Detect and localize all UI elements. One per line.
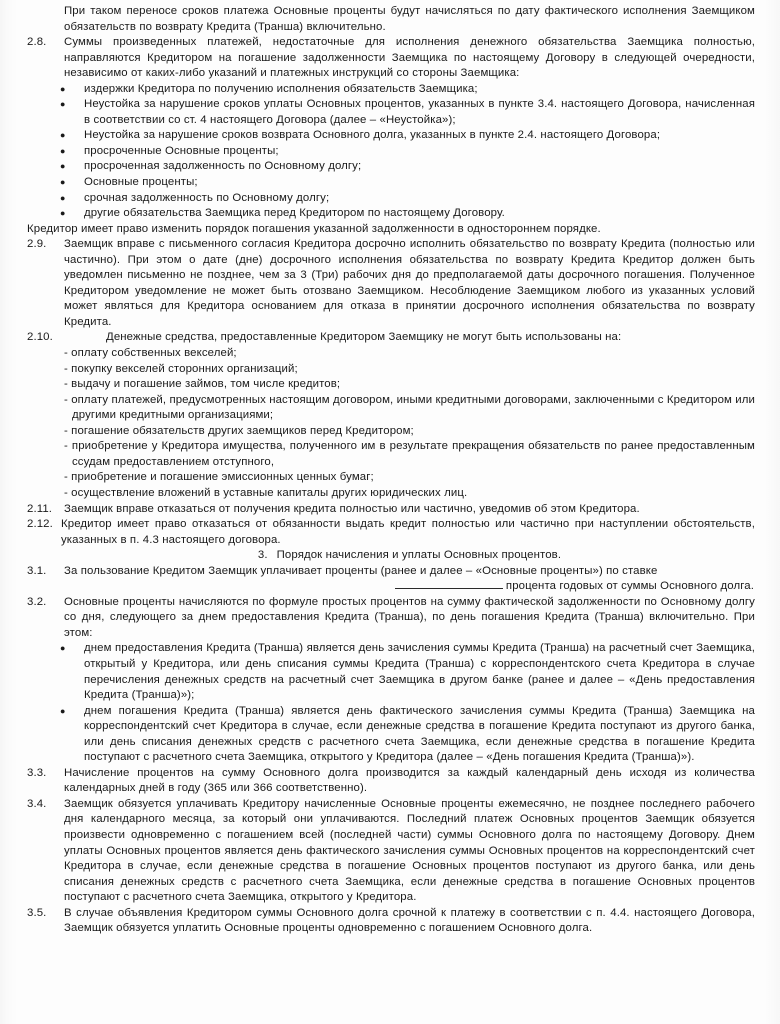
clause-number: 3.5. <box>27 906 47 919</box>
list-item: - оплату платежей, предусмотренных настоящим договором, иными кредитными договорами, заключенными с Кредитором или другими кредитными организациями; <box>64 393 755 422</box>
clause-text: Заемщик обязуется уплачивать Кредитору начисленные Основные проценты ежемесячно, не позднее последнего рабочего дня календарного месяца, за который они уплачиваются. Последний платеж Основных процентов Заемщик обязуется произвести одновременно с погашением всей (последней части) суммы Основного долга по настоящему Договору. Днем уплаты Основных процентов является день фактического зачисления суммы Основных процентов на корреспондентский счет Кредитора в случае, если денежные средства в погашение Основных процентов поступают из другого банка, или день списания денежных средств с расчетного счета Заемщика, если денежные средства в погашение Основных процентов поступают с расчетного счета Заемщика, открытого у Кредитора. <box>64 797 755 904</box>
clause-number: 3.3. <box>27 766 47 779</box>
clause-2-8 <box>25 35 755 82</box>
clause-text: Основные проценты начисляются по формуле простых процентов на сумму фактической задолженности по Основному долгу со дня, следующего за днем предоставления Кредита (Транша), по день погашения Кредита (Транша) включительно. При этом: <box>64 595 755 639</box>
list-item-text: Основные проценты; <box>84 176 198 189</box>
list-item-text: днем предоставления Кредита (Транша) является день зачисления суммы Кредита (Транша) на расчетный счет Заемщика, открытый у Кредитора, или день списания суммы Кредита (Транша) с корреспондентского счета Кредитора в случае перечисления денежных средств на расчетный счет Заемщика в другом банке (ранее и далее – «День предоставления Кредита (Транша)»); <box>84 642 755 702</box>
list-item <box>60 144 755 160</box>
interest-rate-blank-suffix: процента годовых от суммы Основного долга. <box>505 580 754 593</box>
clause-number: 2.9. <box>27 238 47 251</box>
intro-paragraph: При таком переносе сроков платежа Основные проценты будут начисляться по дату фактического исполнения Заемщиком обязательств по возврату Кредита (Транша) включительно. <box>64 5 755 33</box>
bullet-icon: ● <box>60 192 66 203</box>
bullet-icon: ● <box>60 208 66 219</box>
bullet-icon: ● <box>60 83 66 94</box>
clause-number: 3.1. <box>27 564 47 577</box>
clause-text: Начисление процентов на сумму Основного долга производится за каждый календарный день исходя из количества календарных дней в году (365 или 366 соответственно). <box>64 766 755 795</box>
bullet-icon: ● <box>60 643 66 654</box>
list-item <box>60 159 755 175</box>
clause-text-wrap <box>64 330 755 346</box>
clause-3-2 <box>25 595 755 642</box>
payment-priority-list <box>25 82 755 222</box>
list-item <box>60 191 755 207</box>
clause-3-3 <box>25 766 755 797</box>
bullet-icon: ● <box>60 99 66 110</box>
interest-rate-blank-field[interactable] <box>395 579 503 589</box>
list-item-text: Неустойка за нарушение сроков возврата Основного долга, указанных в пункте 2.4. настоящего Договора; <box>84 129 661 142</box>
list-item <box>60 128 755 144</box>
list-item-text: издержки Кредитора по получению исполнения обязательств Заемщика; <box>84 82 478 95</box>
clause-number: 2.10. <box>27 331 53 344</box>
list-item-text: просроченные Основные проценты; <box>84 144 279 157</box>
list-item: - выдачу и погашение займов, том числе кредитов; <box>64 378 341 391</box>
list-item-text: другие обязательства Заемщика перед Кредитором по настоящему Договору. <box>84 207 505 220</box>
list-item: - покупку векселей сторонних организаций; <box>64 362 298 375</box>
list-item: - приобретение и погашение эмиссионных ценных бумаг; <box>64 471 374 484</box>
list-item: - осуществление вложений в уставные капиталы других юридических лиц. <box>64 486 468 499</box>
clause-3-5 <box>25 906 755 937</box>
document-body <box>25 4 755 937</box>
clause-text: В случае объявления Кредитором суммы Основного долга срочной к платежу в соответствии с п. 4.4. настоящего Договора, Заемщик обязуется уплатить Основные проценты одновременно с погашением Основного долга. <box>64 906 755 935</box>
bullet-icon: ● <box>60 705 66 716</box>
list-item <box>60 175 755 191</box>
list-item-text: просроченная задолженность по Основному долгу; <box>84 160 362 173</box>
list-item: - погашение обязательств других заемщиков перед Кредитором; <box>64 424 414 437</box>
clause-number: 3.2. <box>27 595 47 608</box>
list-item <box>60 82 755 98</box>
clause-2-10 <box>25 330 755 346</box>
clause-3-1 <box>25 564 755 580</box>
clause-3-4 <box>25 797 755 906</box>
list-item-text: срочная задолженность по Основному долгу; <box>84 191 330 204</box>
list-item-text: днем погашения Кредита (Транша) является день фактического зачисления суммы Кредита (Транша) Заемщика на корреспондентский счет Кредитора в случае, если денежные средства в погашение Кредита поступают из другого банка, или день списания денежных средств с расчетного счета Заемщика, если денежные средства в погашение Кредита поступают с расчетного счета Заемщика, открытого у Кредитора (далее – «День погашения Кредита (Транша)»). <box>84 704 755 764</box>
section-heading <box>64 548 755 564</box>
list-item <box>60 641 755 703</box>
clause-number: 3.4. <box>27 797 47 810</box>
clause-text: Заемщик вправе отказаться от получения кредита полностью или частично, уведомив об этом Кредитора. <box>64 502 640 515</box>
section-title: Порядок начисления и уплаты Основных процентов. <box>276 549 562 562</box>
clause-number: 2.12. <box>27 518 53 531</box>
credit-day-definitions-list <box>25 641 755 765</box>
bullet-icon: ● <box>60 145 66 156</box>
bullet-icon: ● <box>60 177 66 188</box>
list-item <box>60 97 755 128</box>
prohibited-uses-list <box>25 346 755 501</box>
clause-2-12 <box>25 517 755 548</box>
list-item: - приобретение у Кредитора имущества, полученного им в результате прекращения обязательств по ранее предоставленным ссудам предоставлением отступного, <box>64 440 755 468</box>
clause-text: Денежные средства, предоставленные Кредитором Заемщику не могут быть использованы на: <box>106 331 622 344</box>
clause-text: Суммы произведенных платежей, недостаточные для исполнения денежного обязательства Заемщика полностью, направляются Кредитором на погашение задолженности Заемщика по настоящему Договору в следующей очередности, независимо от каких-либо указаний и платежных инструкций со стороны Заемщика: <box>64 36 755 80</box>
section-number: 3. <box>257 549 268 562</box>
list-item: - оплату собственных векселей; <box>64 347 237 360</box>
list-item <box>60 704 755 766</box>
bullet-icon: ● <box>60 161 66 172</box>
list-item <box>60 206 755 222</box>
clause-2-11 <box>25 502 755 518</box>
clause-text: Кредитор имеет право отказаться от обязанности выдать кредит полностью или частично при наступлении обстоятельств, указанных в п. 4.3 настоящего договора. <box>61 518 755 546</box>
clause-text: Заемщик вправе с письменного согласия Кредитора досрочно исполнить обязательство по возврату Кредита (полностью или частично). При этом о дате (дне) досрочного исполнения обязательства по возврату Кредита Кредитор должен быть уведомлен письменно не позднее, чем за 3 (Три) рабочих дня до предполагаемой даты досрочного погашения. Полученное Кредитором уведомление не может быть отозвано Заемщиком. Несоблюдение Заемщиком любого из указанных условий может являться для Кредитора основанием для отказа в принятии досрочного исполнения обязательства по возврату Кредита. <box>64 238 755 328</box>
clause-number: 2.11. <box>27 502 53 515</box>
clause-2-9 <box>25 237 755 330</box>
priority-note: Кредитор имеет право изменить порядок погашения указанной задолженности в одностороннем порядке. <box>27 222 601 235</box>
list-item-text: Неустойка за нарушение сроков уплаты Основных процентов, указанных в пункте 3.4. настоящего Договора, начисленная в соответствии со ст. 4 настоящего Договора (далее – «Неустойка»); <box>84 98 755 126</box>
interest-rate-blank-row <box>64 579 755 595</box>
clause-number: 2.8. <box>27 36 47 49</box>
clause-text: За пользование Кредитом Заемщик уплачивает проценты (ранее и далее – «Основные проценты») по ставке <box>64 564 658 577</box>
bullet-icon: ● <box>60 130 66 141</box>
